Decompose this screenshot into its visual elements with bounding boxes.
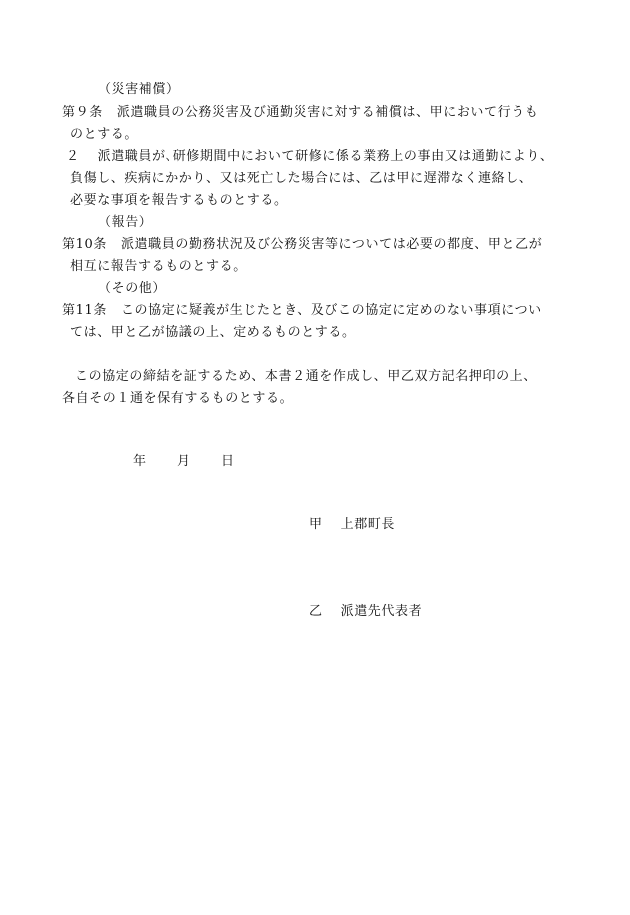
article-10-line-1 [62, 234, 542, 256]
party-a-mark: 甲 [309, 517, 323, 532]
article-9-para-2-line-2: 負傷し、疾病にかかり、又は死亡した場合には、乙は甲に遅滞なく連絡し、 [70, 171, 533, 186]
party-b-name: 派遣先代表者 [340, 604, 423, 619]
article-9-number: 第９条 [62, 105, 103, 120]
party-a-name: 上郡町長 [340, 517, 396, 532]
party-b-signature-line [309, 601, 422, 623]
article-10-heading: （報告） [98, 215, 153, 230]
article-9-line-1 [62, 102, 538, 124]
article-9-para-2-line-1 [62, 146, 554, 168]
article-10-number: 第10条 [62, 237, 107, 252]
closing-paragraph-line-2: 各自その１通を保有するものとする。 [62, 391, 294, 406]
closing-paragraph-line-1: この協定の締結を証するため、本書２通を作成し、甲乙双方記名押印の上、 [75, 369, 537, 384]
article-11-text-1: この協定に疑義が生じたとき、及びこの協定に定めのない事項につい [120, 303, 542, 318]
date-day-label: 日 [221, 454, 235, 469]
article-9-heading: （災害補償） [98, 82, 180, 97]
article-9-para-2-number: ２ [66, 149, 80, 164]
article-10-text-1: 派遣職員の勤務状況及び公務災害等については必要の都度、甲と乙が [120, 237, 543, 252]
party-b-mark: 乙 [309, 604, 323, 619]
article-9-text-1: 派遣職員の公務災害及び通勤災害に対する補償は、甲において行うも [116, 105, 539, 120]
article-9-para-2-text-1: 派遣職員が､研修期間中において研修に係る業務上の事由又は通勤により、 [97, 149, 554, 164]
party-a-signature-line [309, 514, 395, 536]
date-year-label: 年 [133, 454, 147, 469]
date-month-label: 月 [177, 454, 191, 469]
article-11-number: 第11条 [62, 303, 107, 318]
article-11-line-1 [62, 300, 542, 322]
article-9-line-2: のとする。 [70, 127, 139, 142]
article-11-heading: （その他） [98, 281, 167, 296]
article-10-line-2: 相互に報告するものとする。 [70, 259, 247, 274]
article-11-line-2: ては、甲と乙が協議の上、定めるものとする。 [70, 325, 356, 340]
article-9-para-2-line-3: 必要な事項を報告するものとする。 [70, 193, 288, 208]
